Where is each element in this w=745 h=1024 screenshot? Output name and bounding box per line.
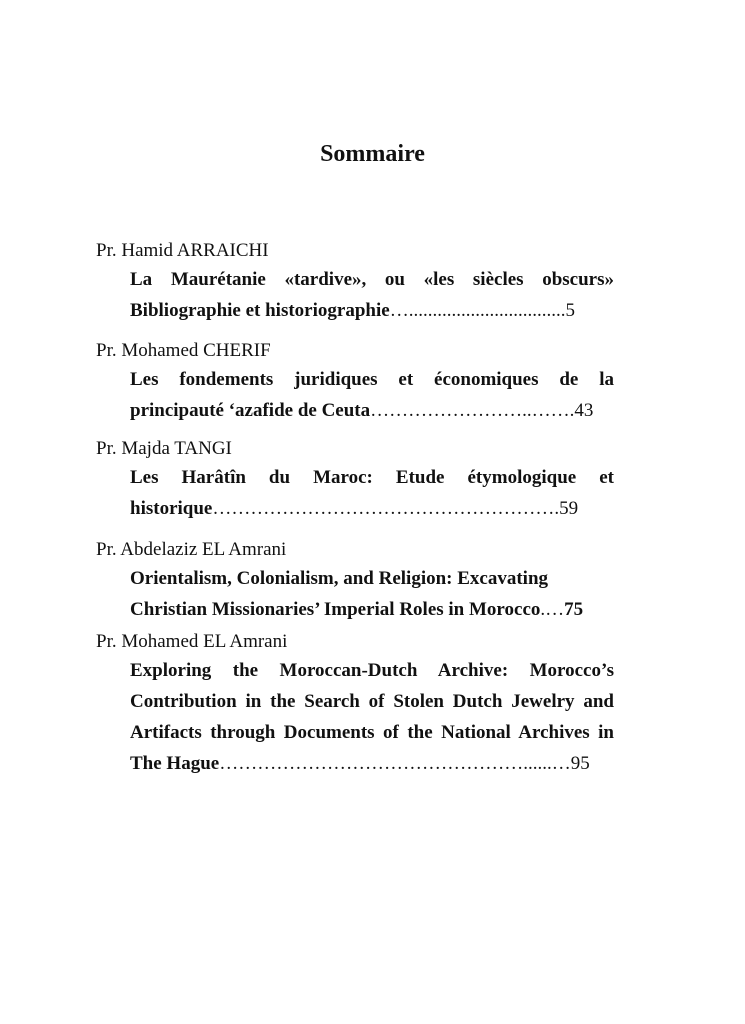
toc-title-line: Orientalism, Colonialism, and Religion: Excavating — [130, 568, 549, 589]
toc-title-text: principauté ‘azafide de Ceuta — [130, 400, 371, 421]
toc-author: Pr. Abdelaziz EL Amrani — [96, 539, 287, 560]
toc-title-line: Contribution in the Search of Stolen Dutch Jewelry and — [130, 691, 614, 712]
toc-article-title — [130, 264, 614, 326]
toc-page-number: 59 — [559, 498, 579, 519]
toc-title-line: Les fondements juridiques et économiques de la — [130, 369, 614, 390]
toc-entry — [96, 537, 614, 625]
toc-article-title — [130, 462, 614, 524]
toc-entry — [96, 238, 614, 326]
toc-title-text: Bibliographie et historiographie — [130, 300, 390, 321]
toc-leader-dots: ………………………………………………. — [212, 498, 560, 519]
toc-article-title — [130, 364, 614, 426]
toc-author: Pr. Mohamed EL Amrani — [96, 631, 288, 652]
toc-title-line: Les Harâtîn du Maroc: Etude étymologique et — [130, 467, 614, 488]
toc-author: Pr. Majda TANGI — [96, 438, 232, 459]
toc-leader-dots: ……………………..……. — [370, 400, 575, 421]
toc-leader-dots: …................................. — [389, 300, 566, 321]
toc-title-line-last — [130, 748, 614, 779]
toc-article-title — [130, 563, 614, 625]
toc-title-line-last — [130, 295, 614, 326]
toc-page-number: 5 — [565, 300, 575, 321]
toc-title-line-last — [130, 395, 614, 426]
toc-author: Pr. Hamid ARRAICHI — [96, 240, 269, 261]
table-of-contents — [96, 238, 614, 779]
toc-article-title — [130, 655, 614, 779]
toc-leader-dots: …………………………………………......… — [219, 753, 571, 774]
toc-title-line-last — [130, 493, 614, 524]
toc-title-text: Christian Missionaries’ Imperial Roles in Morocco — [130, 599, 541, 620]
page-title: Sommaire — [320, 141, 425, 167]
toc-page-number: 43 — [574, 400, 594, 421]
toc-entry — [96, 338, 614, 426]
toc-entry — [96, 436, 614, 524]
toc-author: Pr. Mohamed CHERIF — [96, 340, 271, 361]
toc-page-number: 95 — [570, 753, 590, 774]
toc-title-text: The Hague — [130, 753, 220, 774]
toc-title-text: historique — [130, 498, 213, 519]
toc-title-line: La Maurétanie «tardive», ou «les siècles obscurs» — [130, 269, 614, 290]
toc-entry — [96, 629, 614, 779]
toc-leader-dots: .… — [540, 599, 565, 620]
toc-page-number: 75 — [564, 599, 584, 620]
toc-title-line: Artifacts through Documents of the National Archives in — [130, 722, 614, 743]
toc-title-line: Exploring the Moroccan-Dutch Archive: Morocco’s — [130, 660, 614, 681]
toc-title-line-last — [130, 594, 614, 625]
